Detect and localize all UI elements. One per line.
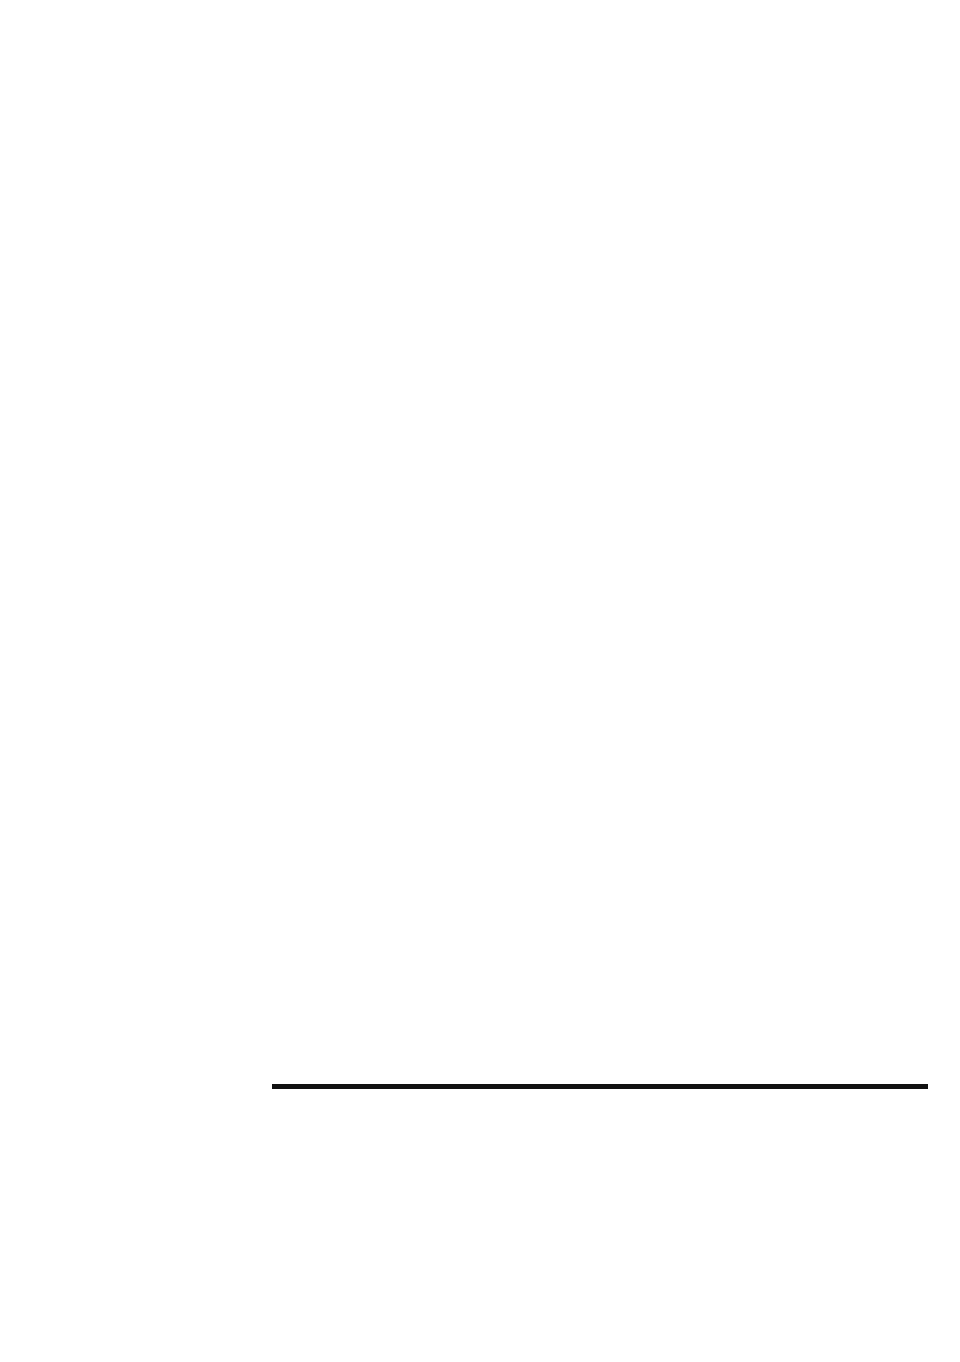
divider — [272, 1084, 928, 1089]
